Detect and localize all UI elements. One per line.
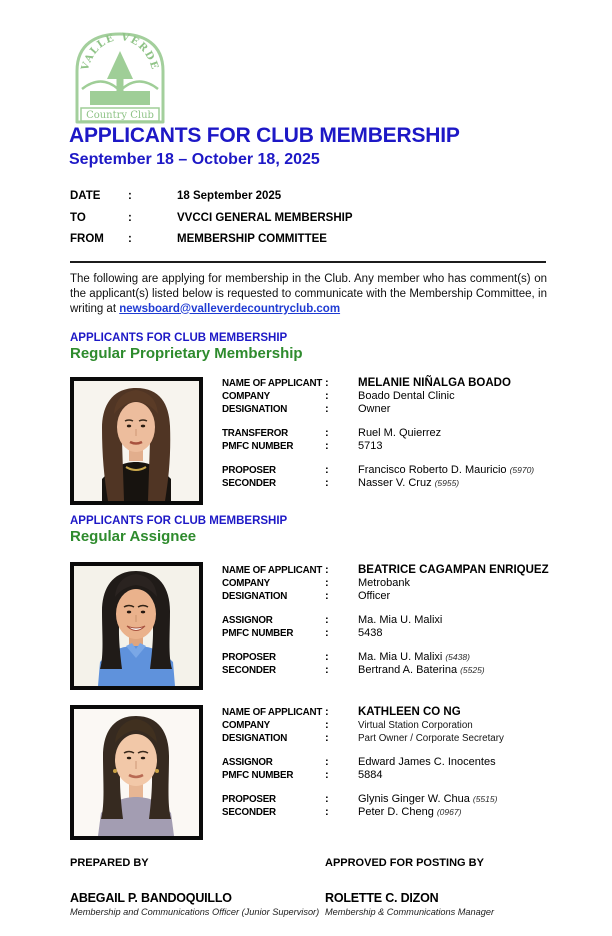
field-row xyxy=(222,377,558,390)
field-row xyxy=(222,664,558,677)
proposer-value: Francisco Roberto D. Mauricio xyxy=(358,464,507,476)
field-label: PROPOSER xyxy=(222,794,276,805)
field-label: NAME OF APPLICANT xyxy=(222,378,323,389)
proposer-number: (5970) xyxy=(509,465,535,475)
field-row xyxy=(222,806,558,819)
field-row xyxy=(222,403,558,416)
field-row xyxy=(222,706,558,719)
field-row xyxy=(222,614,558,627)
field-label: SECONDER xyxy=(222,807,276,818)
portrait-woman-dark-hair-gray-top xyxy=(74,709,199,836)
memo-from-label: FROM xyxy=(70,233,104,245)
intro-text: The following are applying for membership in the Club. Any member who has comment(s) on the applicant(s) listed below is requested to communicate with the Membership Committee, in writing at xyxy=(70,273,547,315)
seconder-number: (5955) xyxy=(434,478,460,488)
colon: : xyxy=(325,403,329,415)
colon: : xyxy=(325,564,329,576)
company-value: Metrobank xyxy=(358,577,410,589)
company-value: Virtual Station Corporation xyxy=(358,720,473,731)
applicant2-fields xyxy=(222,564,558,677)
memo-header xyxy=(70,186,353,251)
colon: : xyxy=(325,377,329,389)
intro-paragraph xyxy=(70,272,547,316)
memo-to-value: VVCCI GENERAL MEMBERSHIP xyxy=(177,211,353,224)
pmfc-number-value: 5713 xyxy=(358,440,383,452)
memo-date-label: DATE xyxy=(70,190,101,202)
section2-category: Regular Assignee xyxy=(70,528,197,545)
memo-date-value: 18 September 2025 xyxy=(177,190,282,202)
section2-header: APPLICANTS FOR CLUB MEMBERSHIP xyxy=(70,515,288,527)
field-label: PROPOSER xyxy=(222,465,276,476)
memo-from-row xyxy=(70,229,353,251)
colon: : xyxy=(128,233,132,245)
colon: : xyxy=(325,756,329,768)
applicant1-fields xyxy=(222,377,558,490)
colon: : xyxy=(128,190,132,202)
approved-by-title: Membership & Communications Manager xyxy=(325,907,495,917)
field-label: DESIGNATION xyxy=(222,733,288,744)
field-label: TRANSFEROR xyxy=(222,428,289,439)
seconder-number: (5525) xyxy=(460,665,485,675)
colon: : xyxy=(325,769,329,781)
proposer-number: (5438) xyxy=(445,652,470,662)
field-row xyxy=(222,427,558,440)
field-row xyxy=(222,719,558,732)
colon: : xyxy=(325,390,329,402)
colon: : xyxy=(325,793,329,805)
field-row xyxy=(222,477,558,490)
field-label: SECONDER xyxy=(222,665,276,676)
seconder-value: Peter D. Cheng xyxy=(358,806,434,818)
colon: : xyxy=(325,806,329,818)
colon: : xyxy=(325,719,329,731)
field-row xyxy=(222,793,558,806)
field-row xyxy=(222,440,558,453)
field-row xyxy=(222,577,558,590)
applicant1-photo xyxy=(70,377,203,505)
proposer-number: (5515) xyxy=(472,794,498,804)
applicant2-photo xyxy=(70,562,203,690)
colon: : xyxy=(325,614,329,626)
field-label: PROPOSER xyxy=(222,652,276,663)
page-subtitle: September 18 – October 18, 2025 xyxy=(69,151,320,168)
colon: : xyxy=(325,706,329,718)
prepared-by-heading: PREPARED BY xyxy=(70,857,149,869)
colon: : xyxy=(325,440,329,452)
pmfc-number-value: 5884 xyxy=(358,769,383,781)
colon: : xyxy=(325,651,329,663)
field-label: COMPANY xyxy=(222,720,270,731)
field-label: NAME OF APPLICANT xyxy=(222,565,323,576)
email-link[interactable]: newsboard@valleverdecountryclub.com xyxy=(119,302,341,315)
approved-by-name: ROLETTE C. DIZON xyxy=(325,891,439,905)
field-row xyxy=(222,564,558,577)
designation-value: Owner xyxy=(358,403,391,415)
field-label: COMPANY xyxy=(222,578,270,589)
field-label: PMFC NUMBER xyxy=(222,628,294,639)
prepared-by-name: ABEGAIL P. BANDOQUILLO xyxy=(70,891,232,905)
portrait-woman-black-hair-blue-shirt xyxy=(74,566,199,686)
field-label: SECONDER xyxy=(222,478,276,489)
proposer-value: Ma. Mia U. Malixi xyxy=(358,651,443,663)
logo-banner-text: Country Club xyxy=(86,110,154,121)
field-label: ASSIGNOR xyxy=(222,757,273,768)
seconder-value: Nasser V. Cruz xyxy=(358,477,432,489)
applicant-name: KATHLEEN CO NG xyxy=(358,706,461,718)
transferor-value: Ruel M. Quierrez xyxy=(358,427,442,439)
applicant3-photo xyxy=(70,705,203,840)
colon: : xyxy=(325,590,329,602)
colon: : xyxy=(325,732,329,744)
logo-arc-text: VALLE VERDE xyxy=(79,31,161,72)
section1-header: APPLICANTS FOR CLUB MEMBERSHIP xyxy=(70,332,288,344)
field-row xyxy=(222,732,558,745)
memo-to-label: TO xyxy=(70,211,86,224)
field-row xyxy=(222,769,558,782)
field-label: DESIGNATION xyxy=(222,591,288,602)
field-label: COMPANY xyxy=(222,391,270,402)
field-label: PMFC NUMBER xyxy=(222,770,294,781)
field-label: ASSIGNOR xyxy=(222,615,273,626)
assignor-value: Ma. Mia U. Malixi xyxy=(358,614,443,626)
pmfc-number-value: 5438 xyxy=(358,627,383,639)
horizontal-divider xyxy=(70,261,546,263)
field-label: PMFC NUMBER xyxy=(222,441,294,452)
section1-category: Regular Proprietary Membership xyxy=(70,345,303,362)
field-label: NAME OF APPLICANT xyxy=(222,707,323,718)
colon: : xyxy=(325,664,329,676)
field-label: DESIGNATION xyxy=(222,404,288,415)
memo-to-row xyxy=(70,208,353,230)
memo-date-row xyxy=(70,186,353,208)
field-row xyxy=(222,590,558,603)
page-title: APPLICANTS FOR CLUB MEMBERSHIP xyxy=(69,124,460,147)
field-row xyxy=(222,627,558,640)
seconder-number: (0967) xyxy=(436,807,462,817)
portrait-woman-long-brown-hair xyxy=(74,381,199,501)
memo-from-value: MEMBERSHIP COMMITTEE xyxy=(177,233,327,245)
proposer-value: Glynis Ginger W. Chua xyxy=(358,793,470,805)
designation-value: Part Owner / Corporate Secretary xyxy=(358,733,504,744)
field-row xyxy=(222,756,558,769)
seconder-value: Bertrand A. Baterina xyxy=(358,664,458,676)
applicant-name: MELANIE NIÑALGA BOADO xyxy=(358,377,511,389)
applicant3-fields xyxy=(222,706,558,819)
colon: : xyxy=(325,427,329,439)
field-row xyxy=(222,390,558,403)
designation-value: Officer xyxy=(358,590,391,602)
colon: : xyxy=(325,464,329,476)
colon: : xyxy=(128,211,132,224)
field-row xyxy=(222,651,558,664)
colon: : xyxy=(325,627,329,639)
approved-by-heading: APPROVED FOR POSTING BY xyxy=(325,857,484,869)
colon: : xyxy=(325,577,329,589)
club-logo xyxy=(70,27,170,125)
assignor-value: Edward James C. Inocentes xyxy=(358,756,496,768)
field-row xyxy=(222,464,558,477)
company-value: Boado Dental Clinic xyxy=(358,390,455,402)
applicant-name: BEATRICE CAGAMPAN ENRIQUEZ xyxy=(358,564,549,576)
prepared-by-title: Membership and Communications Officer (Junior Supervisor) xyxy=(70,907,320,917)
colon: : xyxy=(325,477,329,489)
valle-verde-logo-icon xyxy=(70,27,170,125)
